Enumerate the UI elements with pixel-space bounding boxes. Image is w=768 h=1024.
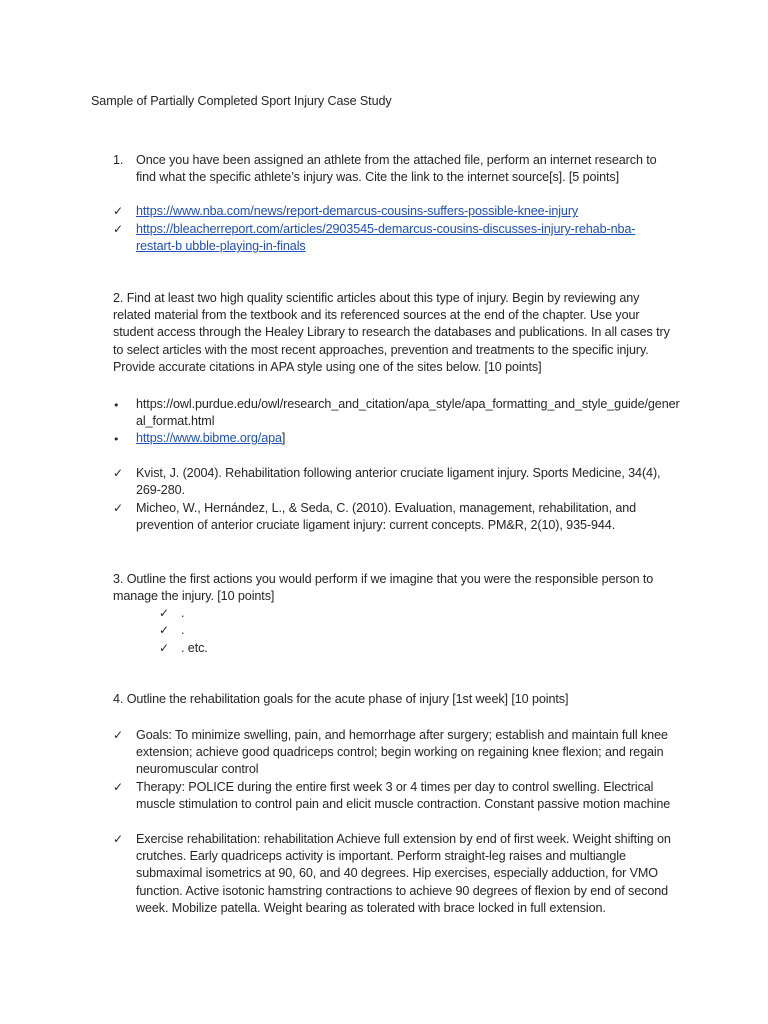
- check-icon: ✓: [113, 466, 123, 480]
- bullet-icon: •: [113, 399, 120, 412]
- check-icon: ✓: [113, 728, 123, 742]
- check-icon: ✓: [159, 623, 169, 637]
- q3-item: .: [181, 606, 185, 620]
- document-title: Sample of Partially Completed Sport Injury Case Study: [91, 94, 392, 108]
- q1-link-bleacher[interactable]: [136, 221, 635, 255]
- q1-text: Once you have been assigned an athlete from the attached file, perform an internet research to find what the specific athlete’s injury was. Cite the link to the internet source[s]. [5 points]: [136, 153, 657, 185]
- q2-site-purdue[interactable]: https://owl.purdue.edu/owl/research_and_citation/apa_style/apa_formatting_and_style_guide/general_format.html: [136, 397, 680, 429]
- check-icon: ✓: [113, 780, 123, 794]
- q3-text: 3. Outline the first actions you would perform if we imagine that you were the responsible person to manage the injury. [10 points]: [113, 572, 654, 604]
- q2-site-bibme-row: [136, 430, 285, 447]
- q1-link-nba[interactable]: https://www.nba.com/news/report-demarcus-cousins-suffers-possible-knee-injury: [136, 204, 579, 218]
- check-icon: ✓: [113, 832, 123, 846]
- q2-citation-micheo: Micheo, W., Hernández, L., & Seda, C. (2010). Evaluation, management, rehabilitation, and prevention of anterior cruciate ligament injury: current concepts. PM&R, 2(10), 935-944.: [136, 501, 637, 533]
- q1-number: 1.: [113, 153, 124, 167]
- check-icon: ✓: [159, 641, 169, 655]
- bullet-icon: •: [113, 433, 120, 446]
- q3-item: .: [181, 623, 185, 637]
- q4-item-exercise: Exercise rehabilitation: rehabilitation Achieve full extension by end of first week. Weight shifting on crutches. Early quadriceps activity is important. Perform straight-leg raises and multiangle submaximal isometrics at 90, 60, and 40 degrees. Hip exercises, especially adduction, for VMO function. Active isotonic hamstring contractions to achieve 90 degrees of flexion by end of second week. Mobilize patella. Weight bearing as tolerated with brace locked in full extension.: [136, 832, 671, 915]
- check-icon: ✓: [113, 222, 123, 236]
- q2-citation-kvist: Kvist, J. (2004). Rehabilitation following anterior cruciate ligament injury. Sports Medicine, 34(4), 269-280.: [136, 466, 661, 498]
- check-icon: ✓: [113, 501, 123, 515]
- check-icon: ✓: [159, 606, 169, 620]
- check-icon: ✓: [113, 204, 123, 218]
- q4-item-goals: Goals: To minimize swelling, pain, and hemorrhage after surgery; establish and maintain full knee extension; achieve good quadriceps control; begin working on regaining knee flexion; and regain neuromuscular control: [136, 728, 668, 777]
- q3-item: . etc.: [181, 641, 208, 655]
- q1-link-bleacher-line-2[interactable]: restart-b ubble-playing-in-finals: [136, 239, 306, 254]
- q4-item-therapy: Therapy: POLICE during the entire first week 3 or 4 times per day to control swelling. Electrical muscle stimulation to control pain and elicit muscle contraction. Constant passive motion machine: [136, 780, 671, 812]
- q1-link-bleacher-line-1[interactable]: https://bleacherreport.com/articles/2903545-demarcus-cousins-discusses-injury-rehab-nba-: [136, 222, 636, 236]
- q2-text: 2. Find at least two high quality scientific articles about this type of injury. Begin by reviewing any related material from the textbook and its referenced sources at the end of the chapter. Use your student access through the Healey Library to research the databases and publications. In all cases try to select articles with the most recent approaches, prevention and treatments to the specific injury. Provide accurate citations in APA style using one of the sites below. [10 points]: [113, 291, 670, 374]
- q4-text: 4. Outline the rehabilitation goals for the acute phase of injury [1st week] [10 points]: [113, 692, 569, 706]
- q2-site-bibme[interactable]: https://www.bibme.org/apa: [136, 431, 282, 445]
- q2-site-bibme-suffix: ]: [281, 431, 286, 445]
